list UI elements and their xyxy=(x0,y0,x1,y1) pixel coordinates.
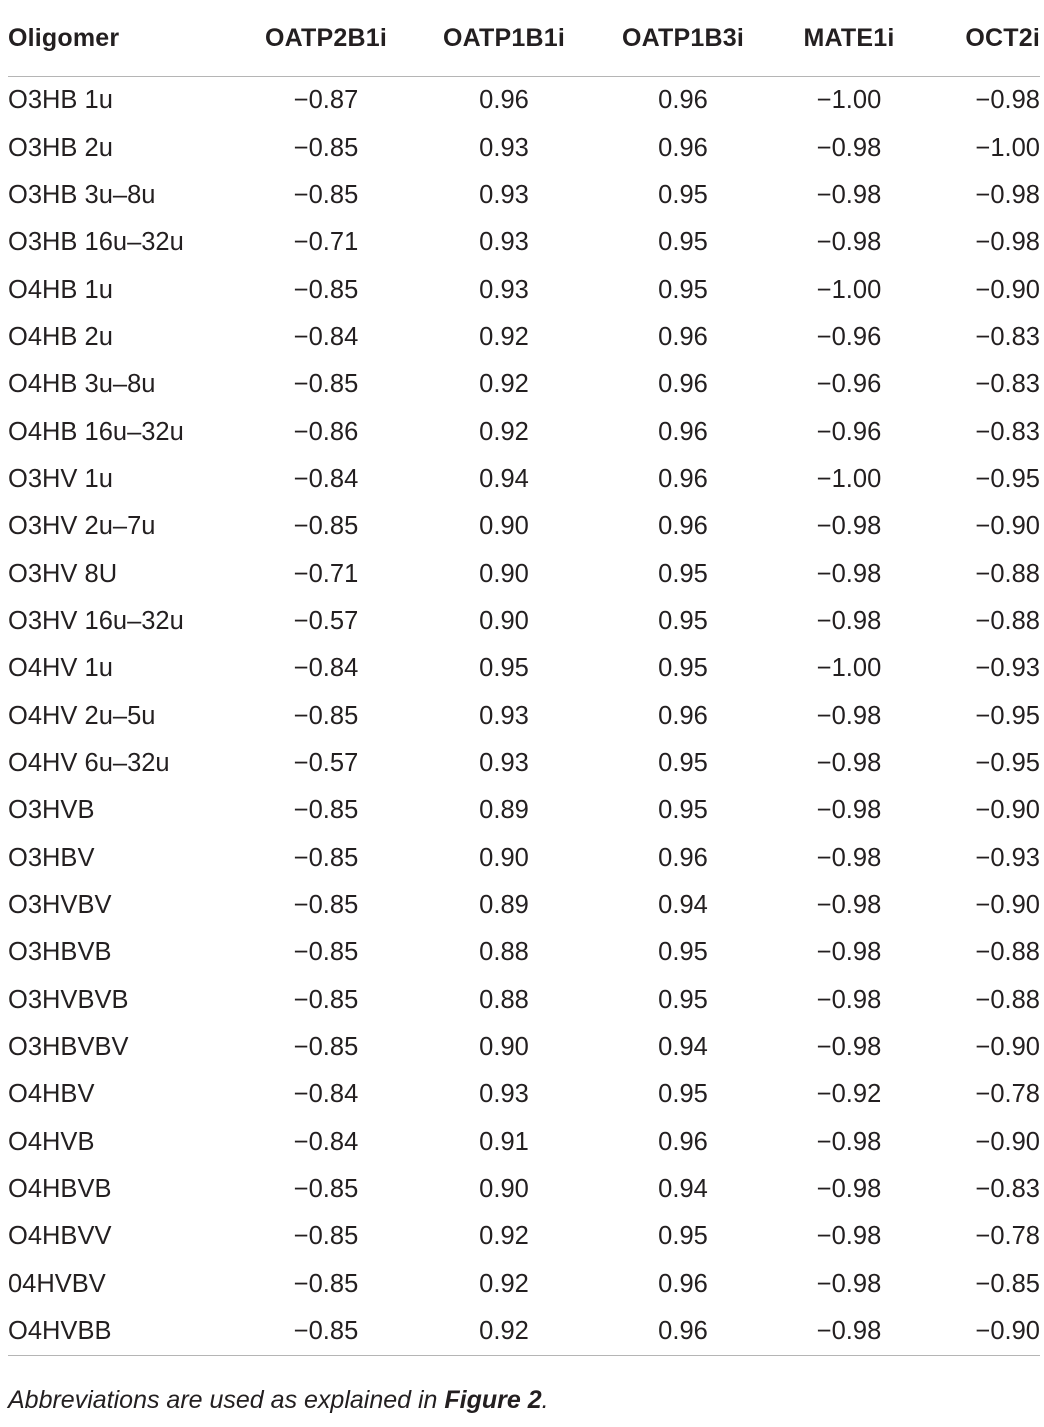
cell-mate1i: −0.98 xyxy=(816,133,882,162)
cell-oatp2b1i: −0.85 xyxy=(293,180,359,209)
cell-oct2i: −0.90 xyxy=(926,1308,1040,1356)
cell-oatp1b1i: 0.92 xyxy=(479,417,529,446)
table-row xyxy=(8,77,1040,125)
cell-mate1i: −0.98 xyxy=(816,748,882,777)
cell-oligomer: O4HB 1u xyxy=(8,275,113,304)
cell-oatp1b1i: 0.90 xyxy=(479,559,529,588)
cell-oatp2b1i: −0.85 xyxy=(293,938,359,967)
cell-mate1i: −1.00 xyxy=(816,275,882,304)
cell-oct2i: −0.78 xyxy=(975,1080,1040,1109)
cell-mate1i: −0.92 xyxy=(816,1080,882,1109)
cell-oligomer: O3HB 3u–8u xyxy=(8,180,156,209)
cell-mate1i: −1.00 xyxy=(816,654,882,683)
cell-oatp1b3i: 0.96 xyxy=(658,1269,708,1298)
cell-oligomer: O4HB 16u–32u xyxy=(8,417,184,446)
cell-oatp1b3i: 0.96 xyxy=(594,1308,772,1356)
cell-oatp2b1i: −0.85 xyxy=(293,796,359,825)
header-mate1i: MATE1i xyxy=(772,0,926,77)
cell-oligomer: O3HBV xyxy=(8,843,95,872)
cell-mate1i: −0.98 xyxy=(816,1033,882,1062)
cell-oatp1b3i: 0.95 xyxy=(658,748,708,777)
table-row xyxy=(8,314,1040,361)
table-row xyxy=(8,598,1040,645)
cell-oatp1b3i: 0.96 xyxy=(658,370,708,399)
footnote-period: . xyxy=(541,1386,549,1414)
cell-oligomer: O4HB 3u–8u xyxy=(8,370,156,399)
cell-oatp2b1i: −0.57 xyxy=(293,748,359,777)
table-body xyxy=(8,77,1040,1356)
header-oligomer: Oligomer xyxy=(8,0,238,77)
cell-mate1i: −0.98 xyxy=(816,1175,882,1204)
cell-oatp2b1i: −0.85 xyxy=(293,1175,359,1204)
cell-oatp2b1i: −0.85 xyxy=(293,1222,359,1251)
cell-oatp2b1i: −0.85 xyxy=(293,985,359,1014)
cell-mate1i: −0.98 xyxy=(816,891,882,920)
cell-oligomer: O3HV 16u–32u xyxy=(8,606,184,635)
cell-oligomer: O4HB 2u xyxy=(8,322,113,351)
header-oatp2b1i: OATP2B1i xyxy=(238,0,414,77)
cell-oatp1b3i: 0.96 xyxy=(658,133,708,162)
cell-oatp1b3i: 0.95 xyxy=(658,654,708,683)
cell-oatp1b3i: 0.96 xyxy=(658,322,708,351)
cell-oatp1b3i: 0.96 xyxy=(658,417,708,446)
cell-oct2i: −0.83 xyxy=(975,417,1040,446)
cell-oligomer: O3HBVB xyxy=(8,938,112,967)
cell-oatp1b3i: 0.95 xyxy=(658,180,708,209)
cell-oligomer: O4HBV xyxy=(8,1080,95,1109)
cell-oatp2b1i: −0.84 xyxy=(293,1127,359,1156)
cell-mate1i: −0.98 xyxy=(816,559,882,588)
cell-oatp1b1i: 0.89 xyxy=(479,891,529,920)
cell-oatp1b1i: 0.88 xyxy=(479,985,529,1014)
cell-oatp1b3i: 0.94 xyxy=(658,1175,708,1204)
cell-oatp1b3i: 0.95 xyxy=(658,275,708,304)
cell-oatp1b1i: 0.93 xyxy=(479,228,529,257)
cell-oatp1b1i: 0.93 xyxy=(479,748,529,777)
cell-oatp1b1i: 0.94 xyxy=(479,464,529,493)
cell-mate1i: −0.98 xyxy=(816,606,882,635)
cell-oligomer: O3HB 16u–32u xyxy=(8,228,184,257)
cell-oatp2b1i: −0.85 xyxy=(293,891,359,920)
cell-oatp2b1i: −0.84 xyxy=(293,1080,359,1109)
cell-oatp2b1i: −0.85 xyxy=(293,1033,359,1062)
cell-oatp1b1i: 0.92 xyxy=(479,370,529,399)
cell-oatp2b1i: −0.85 xyxy=(238,1308,414,1356)
cell-mate1i: −1.00 xyxy=(816,464,882,493)
cell-oatp2b1i: −0.71 xyxy=(293,228,359,257)
cell-oatp1b1i: 0.93 xyxy=(479,180,529,209)
cell-oct2i: −0.88 xyxy=(975,606,1040,635)
table-header xyxy=(8,0,1040,77)
cell-oatp1b3i: 0.96 xyxy=(658,86,708,115)
cell-oatp1b3i: 0.95 xyxy=(658,228,708,257)
cell-oct2i: −0.95 xyxy=(975,748,1040,777)
cell-oatp1b1i: 0.93 xyxy=(479,275,529,304)
cell-oatp2b1i: −0.84 xyxy=(293,654,359,683)
cell-oligomer: O3HB 2u xyxy=(8,133,113,162)
cell-oatp1b3i: 0.96 xyxy=(658,1127,708,1156)
cell-oatp1b1i: 0.90 xyxy=(479,1175,529,1204)
cell-oatp1b3i: 0.95 xyxy=(658,938,708,967)
cell-oct2i: −0.83 xyxy=(975,322,1040,351)
table-row xyxy=(8,977,1040,1024)
cell-oct2i: −0.90 xyxy=(975,275,1040,304)
table-row xyxy=(8,456,1040,503)
oligomer-transporter-table xyxy=(8,0,1040,1356)
cell-mate1i: −0.98 xyxy=(816,843,882,872)
table-row xyxy=(8,361,1040,408)
cell-oatp1b3i: 0.96 xyxy=(658,843,708,872)
cell-mate1i: −0.98 xyxy=(816,985,882,1014)
cell-oatp1b3i: 0.95 xyxy=(658,796,708,825)
cell-oligomer: O3HVBV xyxy=(8,891,112,920)
cell-mate1i: −0.98 xyxy=(816,701,882,730)
cell-oatp1b3i: 0.95 xyxy=(658,985,708,1014)
cell-oct2i: −0.88 xyxy=(975,985,1040,1014)
cell-oct2i: −0.93 xyxy=(975,843,1040,872)
cell-oatp2b1i: −0.85 xyxy=(293,275,359,304)
cell-oct2i: −0.90 xyxy=(975,796,1040,825)
table-row xyxy=(8,1308,1040,1356)
cell-oligomer: O4HV 1u xyxy=(8,654,113,683)
cell-oatp2b1i: −0.87 xyxy=(293,86,359,115)
cell-oatp1b1i: 0.93 xyxy=(479,701,529,730)
cell-oatp1b1i: 0.90 xyxy=(479,1033,529,1062)
cell-oatp1b1i: 0.93 xyxy=(479,133,529,162)
table-row xyxy=(8,1071,1040,1118)
table-row xyxy=(8,929,1040,976)
cell-mate1i: −0.98 xyxy=(772,1308,926,1356)
cell-oligomer: O3HBVBV xyxy=(8,1033,129,1062)
table-row xyxy=(8,1024,1040,1071)
cell-mate1i: −0.98 xyxy=(816,938,882,967)
cell-oligomer: O4HV 6u–32u xyxy=(8,748,170,777)
cell-oligomer: O3HV 8U xyxy=(8,559,118,588)
cell-oct2i: −0.98 xyxy=(975,86,1040,115)
cell-oct2i: −0.85 xyxy=(975,1269,1040,1298)
cell-oligomer: O3HV 1u xyxy=(8,464,113,493)
cell-oct2i: −0.93 xyxy=(975,654,1040,683)
cell-oatp1b1i: 0.92 xyxy=(479,322,529,351)
cell-oatp2b1i: −0.85 xyxy=(293,843,359,872)
cell-oct2i: −0.90 xyxy=(975,1033,1040,1062)
cell-oligomer: O4HVB xyxy=(8,1127,95,1156)
table-row xyxy=(8,266,1040,313)
cell-oatp1b1i: 0.92 xyxy=(479,1269,529,1298)
cell-oct2i: −0.98 xyxy=(975,228,1040,257)
cell-mate1i: −1.00 xyxy=(816,86,882,115)
cell-mate1i: −0.98 xyxy=(816,1269,882,1298)
footnote-figure-reference: Figure 2 xyxy=(444,1386,542,1414)
cell-mate1i: −0.98 xyxy=(816,1127,882,1156)
cell-oatp1b1i: 0.90 xyxy=(479,606,529,635)
cell-oct2i: −1.00 xyxy=(975,133,1040,162)
table-row xyxy=(8,550,1040,597)
cell-oligomer: O3HVB xyxy=(8,796,95,825)
cell-mate1i: −0.96 xyxy=(816,370,882,399)
table-row xyxy=(8,1213,1040,1260)
cell-oct2i: −0.90 xyxy=(975,512,1040,541)
cell-oatp2b1i: −0.85 xyxy=(293,1269,359,1298)
cell-oatp2b1i: −0.84 xyxy=(293,464,359,493)
cell-oct2i: −0.78 xyxy=(975,1222,1040,1251)
table-row xyxy=(8,172,1040,219)
cell-oligomer: O4HBVB xyxy=(8,1175,112,1204)
cell-oct2i: −0.88 xyxy=(975,559,1040,588)
cell-oatp2b1i: −0.57 xyxy=(293,606,359,635)
cell-oatp1b1i: 0.96 xyxy=(479,86,529,115)
cell-oatp1b3i: 0.95 xyxy=(658,559,708,588)
cell-oatp1b1i: 0.92 xyxy=(414,1308,594,1356)
cell-oatp1b1i: 0.90 xyxy=(479,843,529,872)
table-row xyxy=(8,219,1040,266)
cell-oatp1b3i: 0.95 xyxy=(658,606,708,635)
cell-oct2i: −0.98 xyxy=(975,180,1040,209)
cell-oct2i: −0.90 xyxy=(975,1127,1040,1156)
cell-oatp2b1i: −0.86 xyxy=(293,417,359,446)
cell-oligomer: 04HVBV xyxy=(8,1269,106,1298)
cell-mate1i: −0.98 xyxy=(816,228,882,257)
table-row xyxy=(8,882,1040,929)
table-row xyxy=(8,408,1040,455)
cell-oatp1b1i: 0.95 xyxy=(479,654,529,683)
table-row xyxy=(8,1261,1040,1308)
cell-oatp1b1i: 0.89 xyxy=(479,796,529,825)
cell-oatp1b1i: 0.88 xyxy=(479,938,529,967)
cell-oct2i: −0.95 xyxy=(975,701,1040,730)
cell-oligomer: O3HV 2u–7u xyxy=(8,512,156,541)
cell-mate1i: −0.96 xyxy=(816,417,882,446)
table-row xyxy=(8,1166,1040,1213)
cell-oatp1b1i: 0.92 xyxy=(479,1222,529,1251)
cell-mate1i: −0.98 xyxy=(816,180,882,209)
table-row xyxy=(8,835,1040,882)
cell-mate1i: −0.96 xyxy=(816,322,882,351)
cell-oligomer: O3HB 1u xyxy=(8,86,113,115)
footnote-text: Abbreviations are used as explained in xyxy=(8,1386,445,1414)
cell-mate1i: −0.98 xyxy=(816,1222,882,1251)
header-oct2i: OCT2i xyxy=(926,0,1040,77)
cell-oct2i: −0.83 xyxy=(975,370,1040,399)
table-row xyxy=(8,787,1040,834)
cell-oatp2b1i: −0.85 xyxy=(293,701,359,730)
cell-oct2i: −0.95 xyxy=(975,464,1040,493)
cell-oct2i: −0.90 xyxy=(975,891,1040,920)
cell-oatp1b3i: 0.96 xyxy=(658,464,708,493)
cell-mate1i: −0.98 xyxy=(816,512,882,541)
cell-oatp1b3i: 0.95 xyxy=(658,1222,708,1251)
cell-oligomer: O4HVBB xyxy=(8,1308,238,1356)
cell-oct2i: −0.88 xyxy=(975,938,1040,967)
cell-oligomer: O4HBVV xyxy=(8,1222,112,1251)
header-oatp1b3i: OATP1B3i xyxy=(594,0,772,77)
table-row xyxy=(8,1119,1040,1166)
cell-oatp1b3i: 0.95 xyxy=(658,1080,708,1109)
cell-oligomer: O3HVBVB xyxy=(8,985,129,1014)
table-footnote xyxy=(8,1386,549,1415)
cell-oatp2b1i: −0.84 xyxy=(293,322,359,351)
cell-oatp2b1i: −0.71 xyxy=(293,559,359,588)
cell-oatp1b3i: 0.94 xyxy=(658,1033,708,1062)
cell-oatp1b3i: 0.96 xyxy=(658,512,708,541)
cell-oct2i: −0.83 xyxy=(975,1175,1040,1204)
cell-oatp1b1i: 0.91 xyxy=(479,1127,529,1156)
cell-oatp1b1i: 0.93 xyxy=(479,1080,529,1109)
table-row xyxy=(8,692,1040,739)
cell-oatp1b1i: 0.90 xyxy=(479,512,529,541)
table-row xyxy=(8,503,1040,550)
cell-oatp1b3i: 0.96 xyxy=(658,701,708,730)
header-oatp1b1i: OATP1B1i xyxy=(414,0,594,77)
header-row xyxy=(8,0,1040,77)
cell-oatp2b1i: −0.85 xyxy=(293,512,359,541)
cell-oatp2b1i: −0.85 xyxy=(293,370,359,399)
table-row xyxy=(8,645,1040,692)
cell-oligomer: O4HV 2u–5u xyxy=(8,701,156,730)
cell-mate1i: −0.98 xyxy=(816,796,882,825)
cell-oatp1b3i: 0.94 xyxy=(658,891,708,920)
cell-oatp2b1i: −0.85 xyxy=(293,133,359,162)
table-row xyxy=(8,740,1040,787)
table-row xyxy=(8,124,1040,171)
